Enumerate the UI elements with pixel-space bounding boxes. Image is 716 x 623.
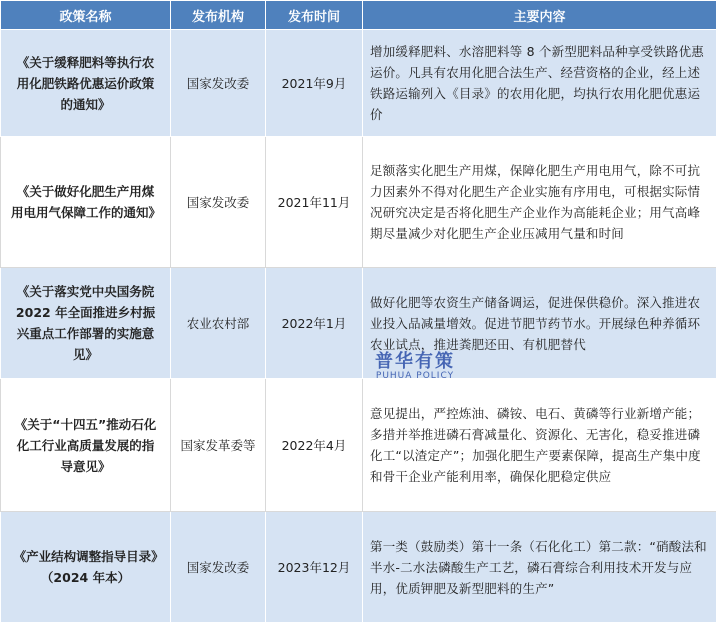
policy-name-cell: 《关于做好化肥生产用煤用电用气保障工作的通知》	[1, 137, 171, 268]
table-row	[1, 268, 716, 379]
agency-cell: 国家发革委等	[171, 379, 266, 512]
date-cell: 2022年4月	[266, 379, 363, 512]
agency-cell: 国家发改委	[171, 137, 266, 268]
watermark-english: PUHUA POLICY	[375, 371, 455, 381]
content-cell: 意见提出，严控炼油、磷铵、电石、黄磷等行业新增产能；多措并举推进磷石膏减量化、资源化、无害化，稳妥推进磷化工“以渣定产”；加强化肥生产要素保障，提高生产集中度和骨干企业产能利用率，确保化肥稳定供应	[363, 379, 716, 512]
policy-name-cell: 《产业结构调整指导目录》（2024 年本）	[1, 512, 171, 623]
table-row	[1, 512, 716, 623]
table-row	[1, 379, 716, 512]
date-cell: 2022年1月	[266, 268, 363, 379]
header-row	[1, 1, 716, 30]
policy-name-cell: 《关于落实党中央国务院 2022 年全面推进乡村振兴重点工作部署的实施意见》	[1, 268, 171, 379]
header-policy-name: 政策名称	[1, 1, 171, 30]
content-cell: 足额落实化肥生产用煤，保障化肥生产用电用气，除不可抗力因素外不得对化肥生产企业实施有序用电，可根据实际情况研究决定是否将化肥生产企业作为高能耗企业；用气高峰期尽量减少对化肥生产企业压减用气量和时间	[363, 137, 716, 268]
date-cell: 2021年9月	[266, 30, 363, 137]
date-cell: 2023年12月	[266, 512, 363, 623]
policy-name-cell: 《关于缓释肥料等执行农用化肥铁路优惠运价政策的通知》	[1, 30, 171, 137]
date-cell: 2021年11月	[266, 137, 363, 268]
header-content: 主要内容	[363, 1, 716, 30]
table-row	[1, 137, 716, 268]
agency-cell: 国家发改委	[171, 30, 266, 137]
content-cell: 做好化肥等农资生产储备调运，促进保供稳价。深入推进农业投入品减量增效。促进节肥节药节水。开展绿色种养循环农业试点，推进粪肥还田、有机肥替代	[363, 268, 716, 379]
policy-name-cell: 《关于“十四五”推动石化化工行业高质量发展的指导意见》	[1, 379, 171, 512]
content-cell: 第一类（鼓励类）第十一条（石化化工）第二款：“硝酸法和半水-二水法磷酸生产工艺，磷石膏综合利用技术开发与应用，优质钾肥及新型肥料的生产”	[363, 512, 716, 623]
agency-cell: 农业农村部	[171, 268, 266, 379]
table-row	[1, 30, 716, 137]
content-cell: 增加缓释肥料、水溶肥料等 8 个新型肥料品种享受铁路优惠运价。凡具有农用化肥合法生产、经营资格的企业，经上述铁路运输列入《目录》的农用化肥，均执行农用化肥优惠运价	[363, 30, 716, 137]
agency-cell: 国家发改委	[171, 512, 266, 623]
header-date: 发布时间	[266, 1, 363, 30]
watermark-chinese: 普华有策	[375, 351, 455, 372]
header-agency: 发布机构	[171, 1, 266, 30]
